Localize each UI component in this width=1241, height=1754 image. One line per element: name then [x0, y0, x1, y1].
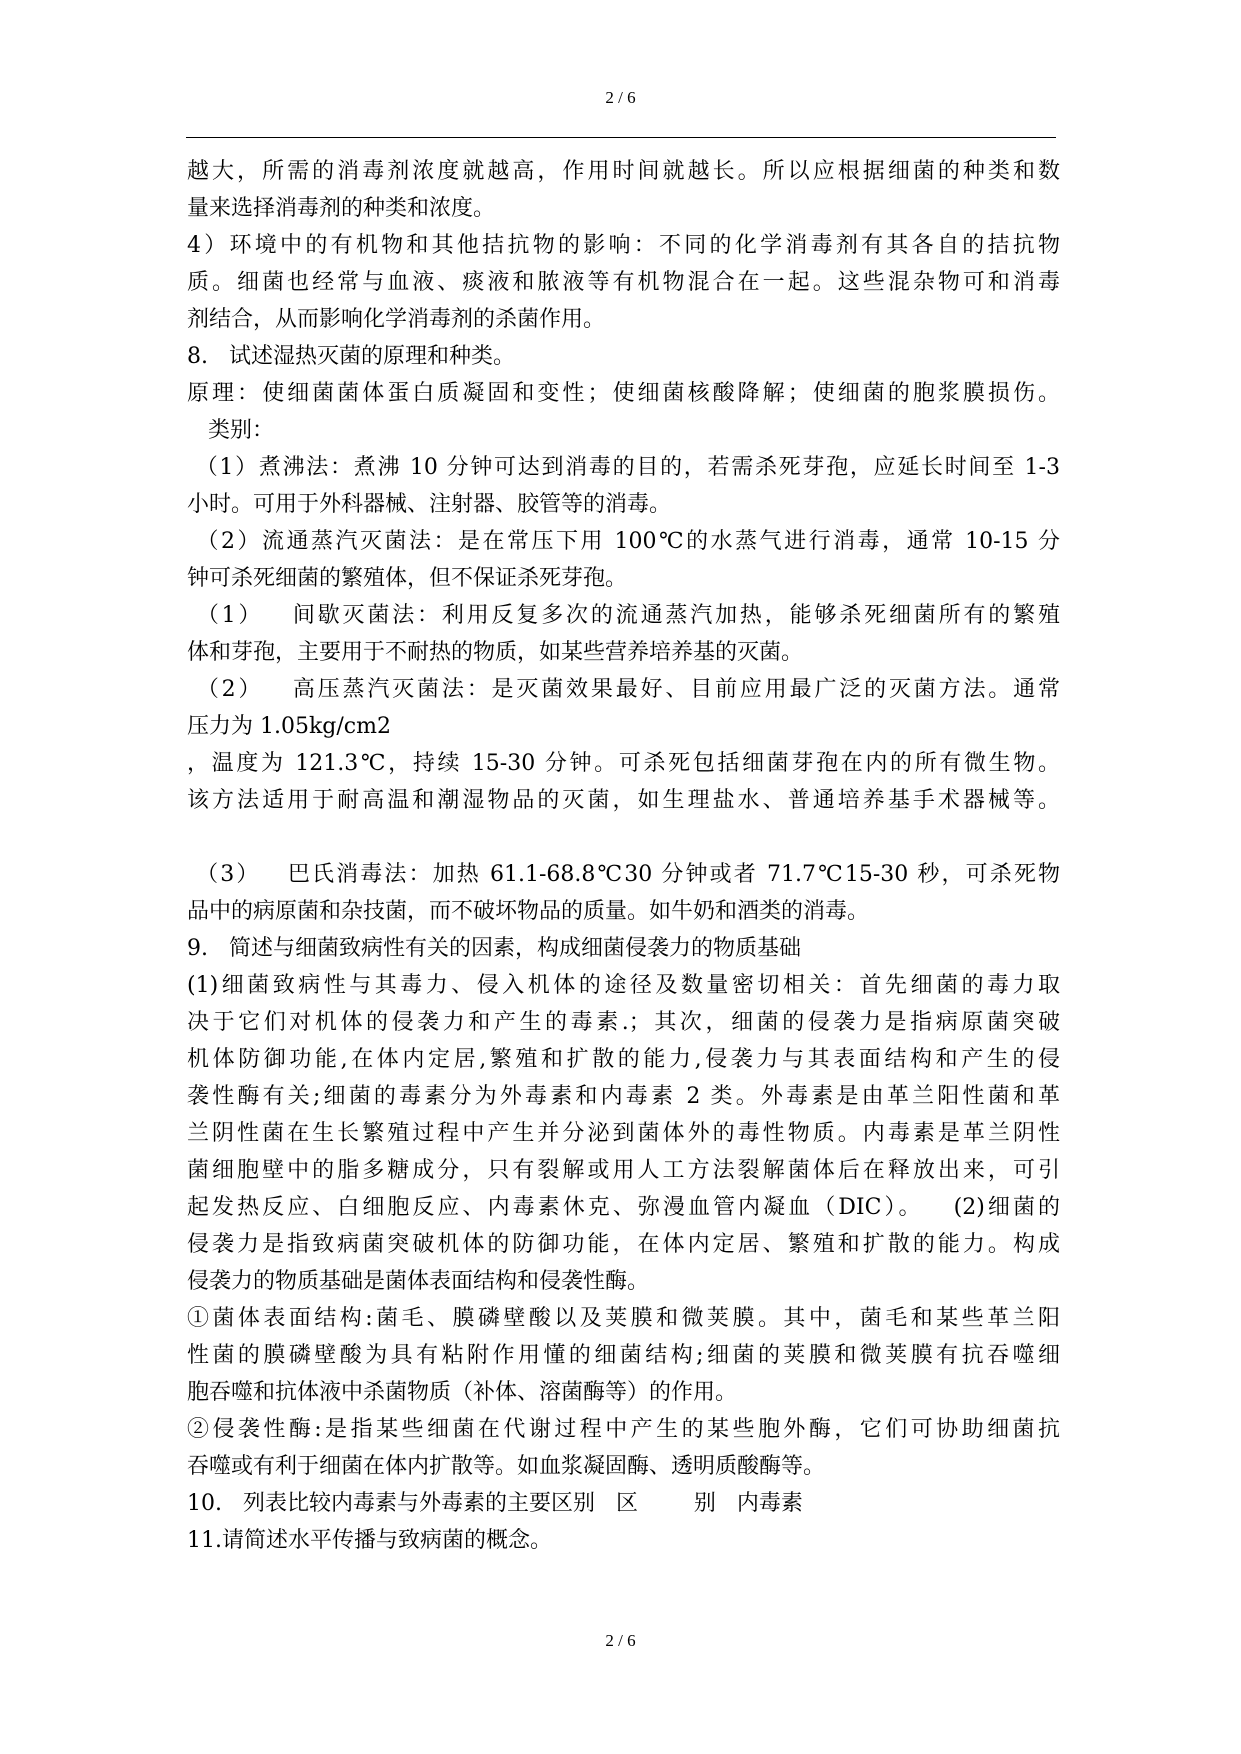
- text-line: 越大，所需的消毒剂浓度就越高，作用时间就越长。所以应根据细菌的种类和数: [187, 159, 1060, 184]
- text-line: 胞吞噬和抗体液中杀菌物质（补体、溶菌酶等）的作用。: [187, 1380, 738, 1405]
- text-line: 4）环境中的有机物和其他拮抗物的影响：不同的化学消毒剂有其各自的拮抗物: [187, 233, 1060, 258]
- list-item: （1）煮沸法：煮沸 10 分钟可达到消毒的目的，若需杀死芽孢，应延长时间至 1-3: [187, 455, 1060, 480]
- text-line: 量来选择消毒剂的种类和浓度。: [187, 196, 496, 221]
- question-heading: 8. 试述湿热灭菌的原理和种类。: [187, 344, 515, 369]
- text-line: 体和芽孢，主要用于不耐热的物质，如某些营养培养基的灭菌。: [187, 640, 804, 665]
- list-item: （2）流通蒸汽灭菌法：是在常压下用 100℃的水蒸气进行消毒，通常 10-15 分: [187, 529, 1060, 554]
- text-line: 原理：使细菌菌体蛋白质凝固和变性；使细菌核酸降解；使细菌的胞浆膜损伤。: [187, 381, 1060, 406]
- question-heading: 10. 列表比较内毒素与外毒素的主要区别 区 别 内毒素: [187, 1491, 803, 1516]
- text-line: ，温度为 121.3℃，持续 15-30 分钟。可杀死包括细菌芽孢在内的所有微生物。: [187, 751, 1060, 776]
- list-item: （2） 高压蒸汽灭菌法：是灭菌效果最好、目前应用最广泛的灭菌方法。通常: [187, 677, 1060, 702]
- text-line: 压力为 1.05kg/cm2: [187, 714, 391, 739]
- text-line: 决于它们对机体的侵袭力和产生的毒素.；其次，细菌的侵袭力是指病原菌突破: [187, 1010, 1060, 1035]
- document-body: [187, 153, 1060, 1559]
- text-line: 钟可杀死细菌的繁殖体，但不保证杀死芽孢。: [187, 566, 628, 591]
- list-item: （1） 间歇灭菌法：利用反复多次的流通蒸汽加热，能够杀死细菌所有的繁殖: [187, 603, 1060, 628]
- text-line: (1)细菌致病性与其毒力、侵入机体的途径及数量密切相关：首先细菌的毒力取: [187, 973, 1060, 998]
- text-line: ②侵袭性酶:是指某些细菌在代谢过程中产生的某些胞外酶，它们可协助细菌抗: [187, 1417, 1060, 1442]
- text-line: 机体防御功能,在体内定居,繁殖和扩散的能力,侵袭力与其表面结构和产生的侵: [187, 1047, 1060, 1072]
- text-line: 性菌的膜磷壁酸为具有粘附作用懂的细菌结构;细菌的荚膜和微荚膜有抗吞噬细: [187, 1343, 1060, 1368]
- text-line: 该方法适用于耐高温和潮湿物品的灭菌，如生理盐水、普通培养基手术器械等。: [187, 788, 1060, 813]
- text-line: 兰阴性菌在生长繁殖过程中产生并分泌到菌体外的毒性物质。内毒素是革兰阴性: [187, 1121, 1060, 1146]
- text-line: 侵袭力的物质基础是菌体表面结构和侵袭性酶。: [187, 1269, 650, 1294]
- question-heading: 11.请简述水平传播与致病菌的概念。: [187, 1528, 552, 1553]
- text-line: 起发热反应、白细胞反应、内毒素休克、弥漫血管内凝血（DIC）。 (2)细菌的: [187, 1195, 1060, 1220]
- question-heading: 9. 简述与细菌致病性有关的因素，构成细菌侵袭力的物质基础: [187, 936, 801, 961]
- text-line: 质。细菌也经常与血液、痰液和脓液等有机物混合在一起。这些混杂物可和消毒: [187, 270, 1060, 295]
- page-number-top: 2 / 6: [605, 88, 636, 107]
- text-line: ①菌体表面结构:菌毛、膜磷壁酸以及荚膜和微荚膜。其中，菌毛和某些革兰阳: [187, 1306, 1060, 1331]
- text-line: 菌细胞壁中的脂多糖成分，只有裂解或用人工方法裂解菌体后在释放出来，可引: [187, 1158, 1060, 1183]
- text-line: 小时。可用于外科器械、注射器、胶管等的消毒。: [187, 492, 672, 517]
- text-line: 袭性酶有关;细菌的毒素分为外毒素和内毒素 2 类。外毒素是由革兰阳性菌和革: [187, 1084, 1060, 1109]
- blank-line: [187, 819, 1060, 856]
- text-line: 侵袭力是指致病菌突破机体的防御功能，在体内定居、繁殖和扩散的能力。构成: [187, 1232, 1060, 1257]
- text-line: 剂结合，从而影响化学消毒剂的杀菌作用。: [187, 307, 606, 332]
- text-line: 吞噬或有利于细菌在体内扩散等。如血浆凝固酶、透明质酸酶等。: [187, 1454, 826, 1479]
- text-line: 品中的病原菌和杂技菌，而不破坏物品的质量。如牛奶和酒类的消毒。: [187, 899, 870, 924]
- text-line: 类别：: [187, 418, 274, 443]
- page-number-bottom: 2 / 6: [605, 1631, 636, 1650]
- list-item: （3） 巴氏消毒法：加热 61.1-68.8℃30 分钟或者 71.7℃15-30 秒，可杀死物: [187, 862, 1060, 887]
- header-divider: [186, 137, 1056, 138]
